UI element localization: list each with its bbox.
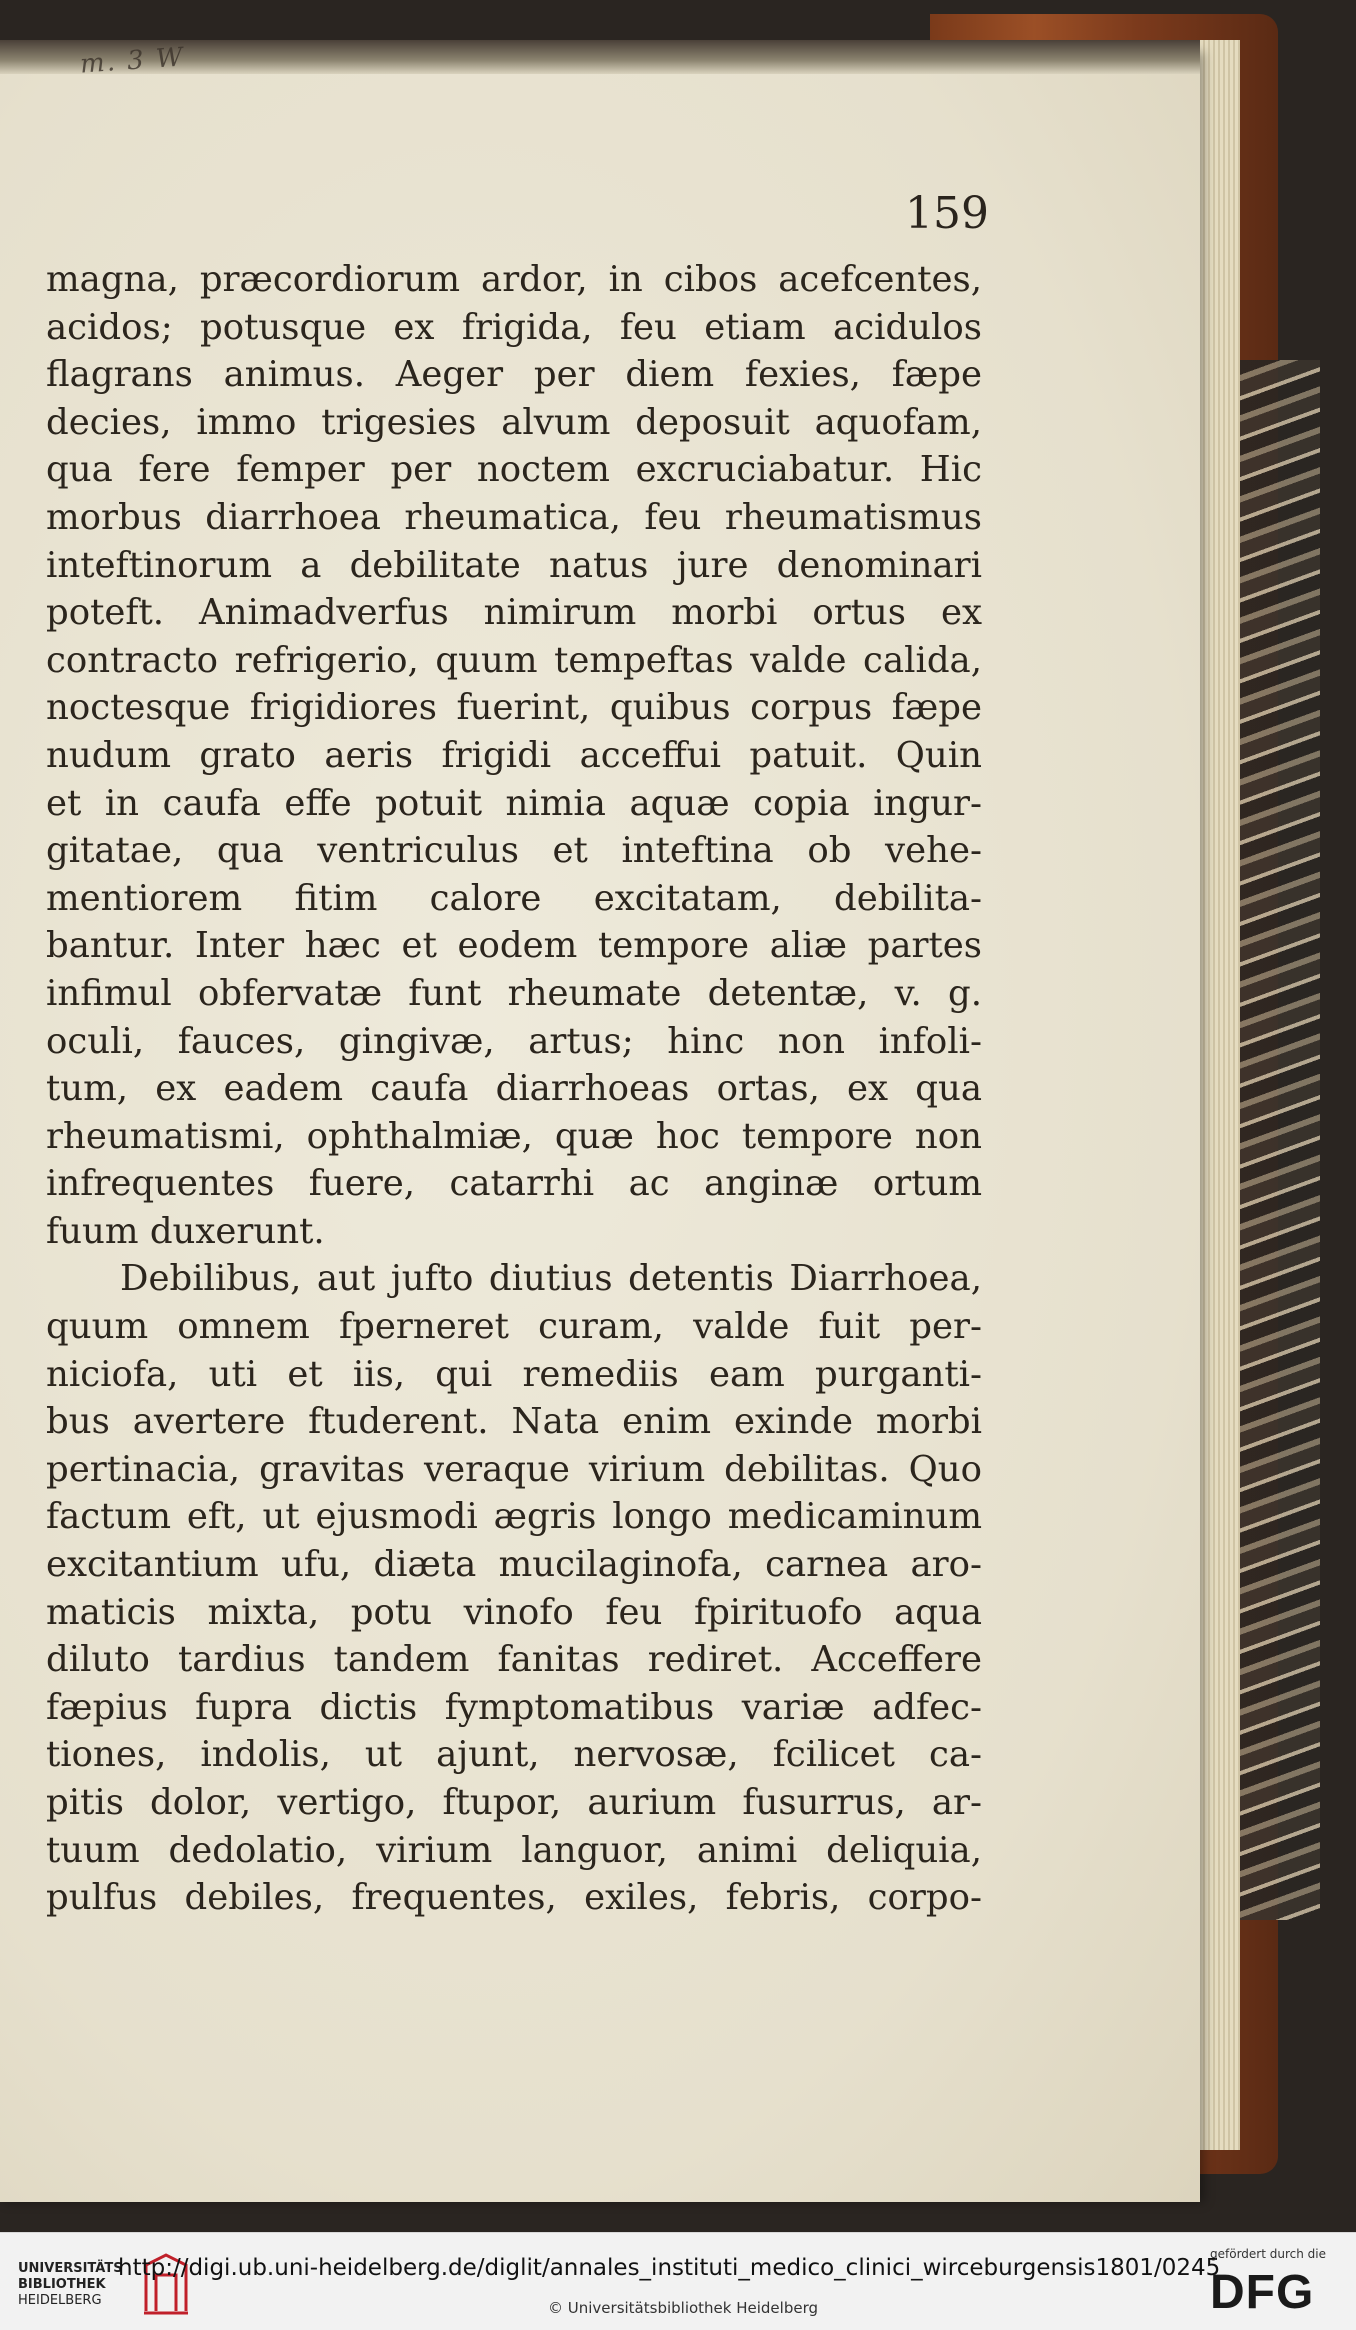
text-line: diluto tardius tandem fanitas rediret. Acceffere [46, 1639, 982, 1681]
text-line: tiones, indolis, ut ajunt, nervosæ, fcilicet ca- [46, 1734, 982, 1776]
text-line: flagrans animus. Aeger per diem fexies, fæpe [46, 354, 982, 396]
library-name-line-2: BIBLIOTHEK [18, 2277, 106, 2292]
text-line: tum, ex eadem caufa diarrhoeas ortas, ex qua [46, 1068, 982, 1110]
text-line: maticis mixta, potu vinofo feu fpirituofo aqua [46, 1591, 982, 1633]
text-line: acidos; potusque ex frigida, feu etiam acidulos [46, 306, 982, 348]
text-line: gitatae, qua ventriculus et inteftina ob vehe- [46, 830, 982, 872]
text-line: fæpius fupra dictis fymptomatibus variæ adfec- [46, 1686, 982, 1728]
permalink-url[interactable]: http://digi.ub.uni-heidelberg.de/diglit/annales_instituti_medico_clinici_wirceburgensis1801/0245 [118, 2255, 1221, 2281]
text-line: Debilibus, aut jufto diutius detentis Diarrhoea, [120, 1258, 982, 1300]
text-line: tuum dedolatio, virium languor, animi deliquia, [46, 1829, 982, 1871]
text-line: poteft. Animadverfus nimirum morbi ortus ex [46, 592, 982, 634]
text-line: qua fere femper per noctem excruciabatur. Hic [46, 449, 982, 491]
dfg-logo: DFG [1210, 2266, 1315, 2319]
library-city: HEIDELBERG [18, 2293, 102, 2308]
text-line: magna, præcordiorum ardor, in cibos acefcentes, [46, 259, 982, 300]
library-name-line-1: UNIVERSITÄTS [18, 2261, 123, 2276]
copyright-notice: © Universitätsbibliothek Heidelberg [548, 2299, 819, 2317]
text-line: fuum duxerunt. [46, 1210, 325, 1252]
text-line: quum omnem fperneret curam, valde fuit per- [46, 1306, 982, 1348]
text-line: et in caufa effe potuit nimia aquæ copia ingur- [46, 782, 982, 824]
text-line: bantur. Inter hæc et eodem tempore aliæ partes [46, 925, 982, 967]
text-line: pulfus debiles, frequentes, exiles, febris, corpo- [46, 1877, 982, 1919]
library-logo-text [18, 2261, 123, 2309]
marbled-endpaper [1240, 360, 1320, 1920]
text-line: nudum grato aeris frigidi acceffui patuit. Quin [46, 734, 982, 776]
text-line: bus avertere ftuderent. Nata enim exinde morbi [46, 1401, 982, 1443]
text-line: excitantium ufu, diæta mucilaginofa, carnea aro- [46, 1544, 982, 1586]
text-line: factum eft, ut ejusmodi ægris longo medicaminum [46, 1496, 982, 1538]
text-line: pitis dolor, vertigo, ftupor, aurium fusurrus, ar- [46, 1782, 982, 1823]
text-line: rheumatismi, ophthalmiæ, quæ hoc tempore non [46, 1115, 982, 1157]
text-line: infrequentes fuere, catarrhi ac anginæ ortum [46, 1163, 982, 1205]
text-line: infimul obfervatæ funt rheumate detentæ, v. g. [46, 972, 982, 1014]
funding-note: gefördert durch die [1210, 2247, 1326, 2261]
text-line: niciofa, uti et iis, qui remediis eam purganti- [46, 1353, 982, 1395]
text-line: inteftinorum a debilitate natus jure denominari [46, 544, 982, 586]
text-line: contracto refrigerio, quum tempeftas valde calida, [46, 639, 982, 681]
text-line: decies, immo trigesies alvum deposuit aquofam, [46, 401, 982, 443]
text-line: noctesque frigidiores fuerint, quibus corpus fæpe [46, 687, 982, 729]
viewer-footer [0, 2232, 1356, 2330]
text-line: morbus diarrhoea rheumatica, feu rheumatismus [46, 496, 982, 538]
body-text [46, 256, 982, 1922]
page-number: 159 [905, 188, 989, 239]
text-line: oculi, fauces, gingivæ, artus; hinc non infoli- [46, 1020, 982, 1062]
text-line: pertinacia, gravitas veraque virium debilitas. Quo [46, 1448, 982, 1490]
text-line: mentiorem fitim calore excitatam, debilita- [46, 877, 982, 919]
pencil-annotation: m. 3 W [79, 42, 186, 80]
